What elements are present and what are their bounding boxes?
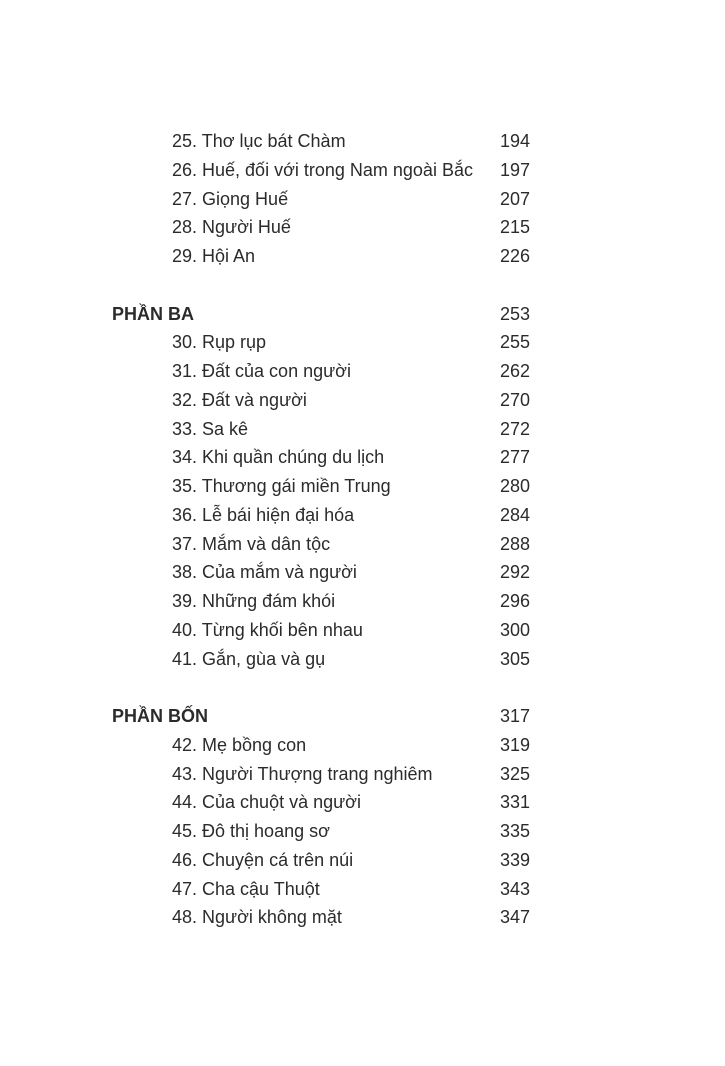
section-spacer [0, 271, 725, 300]
toc-entry-page: 305 [500, 648, 531, 669]
toc-entry-page: 343 [500, 878, 531, 899]
part-heading-title: PHẦN BỐN [112, 706, 209, 726]
toc-entry-title: 27. Giọng Huế [172, 188, 289, 209]
toc-entry-title: 43. Người Thượng trang nghiêm [172, 763, 433, 784]
toc-entry [0, 415, 725, 444]
toc-entry-title: 31. Đất của con người [172, 361, 351, 381]
toc-entry-title: 36. Lễ bái hiện đại hóa [172, 504, 355, 525]
toc-entry [0, 817, 725, 846]
toc-entry-title: 28. Người Huế [172, 217, 291, 238]
toc-entry-page: 194 [500, 131, 531, 151]
toc-entry-page: 292 [500, 562, 531, 583]
toc-entry-title: 44. Của chuột và người [172, 792, 361, 813]
toc-entry [0, 443, 725, 472]
part-heading-page: 317 [500, 706, 531, 726]
toc-entry-page: 325 [500, 763, 531, 784]
toc-entry-page: 331 [500, 792, 531, 813]
toc-entry [0, 328, 725, 357]
toc-entry-page: 226 [500, 246, 531, 266]
toc-entry-title: 40. Từng khối bên nhau [172, 619, 363, 640]
toc-entry [0, 185, 725, 214]
toc-entry-title: 35. Thương gái miền Trung [172, 476, 391, 496]
toc-entry-title: 46. Chuyện cá trên núi [172, 849, 354, 870]
toc-entry [0, 788, 725, 817]
toc-entry-title: 39. Những đám khói [172, 591, 336, 611]
part-heading-title: PHẦN BA [112, 303, 195, 324]
toc-entry [0, 127, 725, 156]
toc-entry-title: 48. Người không mặt [172, 907, 342, 928]
toc-entry-page: 270 [500, 389, 531, 410]
toc-entry [0, 875, 725, 904]
toc-entry [0, 731, 725, 760]
toc-entry [0, 472, 725, 501]
toc-entry [0, 645, 725, 674]
toc-entry-page: 319 [500, 734, 531, 755]
section-spacer [0, 673, 725, 702]
toc-entry-title: 47. Cha cậu Thuột [172, 878, 320, 899]
toc-entry [0, 846, 725, 875]
toc-entry [0, 242, 725, 271]
toc-entry-page: 215 [500, 217, 531, 238]
part-heading [0, 300, 725, 329]
toc-entry-page: 300 [500, 619, 531, 640]
toc-entry-page: 335 [500, 821, 531, 841]
toc-entry-page: 339 [500, 849, 531, 870]
table-of-contents [0, 127, 725, 932]
toc-entry-title: 30. Rụp rụp [172, 332, 267, 353]
toc-entry-page: 288 [500, 533, 531, 554]
toc-entry [0, 357, 725, 386]
toc-entry-page: 280 [500, 476, 531, 496]
toc-entry-title: 33. Sa kê [172, 418, 249, 439]
toc-entry-page: 255 [500, 332, 531, 353]
toc-entry-title: 45. Đô thị hoang sơ [172, 821, 330, 841]
toc-entry-page: 296 [500, 591, 531, 611]
part-heading [0, 702, 725, 731]
toc-entry [0, 558, 725, 587]
toc-entry [0, 501, 725, 530]
toc-entry-title: 26. Huế, đối với trong Nam ngoài Bắc [172, 159, 473, 180]
toc-entry-title: 29. Hội An [172, 246, 256, 266]
toc-entry-title: 34. Khi quần chúng du lịch [172, 447, 385, 468]
toc-entry-page: 262 [500, 361, 531, 381]
toc-entry-page: 347 [500, 907, 531, 928]
toc-entry-title: 37. Mắm và dân tộc [172, 533, 331, 554]
toc-entry [0, 213, 725, 242]
toc-entry-title: 25. Thơ lục bát Chàm [172, 131, 346, 151]
toc-entry-page: 272 [500, 418, 531, 439]
toc-entry-title: 38. Của mắm và người [172, 562, 357, 583]
toc-entry [0, 530, 725, 559]
part-heading-page: 253 [500, 303, 531, 324]
toc-entry [0, 587, 725, 616]
toc-entry [0, 156, 725, 185]
toc-entry-page: 207 [500, 188, 531, 209]
toc-entry-title: 32. Đất và người [172, 389, 307, 410]
toc-entry-page: 277 [500, 447, 531, 468]
toc-entry-page: 284 [500, 504, 531, 525]
toc-entry-title: 41. Gắn, gùa và gụ [172, 648, 326, 669]
toc-entry [0, 760, 725, 789]
toc-entry [0, 386, 725, 415]
toc-entry [0, 616, 725, 645]
toc-entry-title: 42. Mẹ bồng con [172, 734, 307, 755]
toc-entry [0, 903, 725, 932]
toc-entry-page: 197 [500, 159, 531, 180]
